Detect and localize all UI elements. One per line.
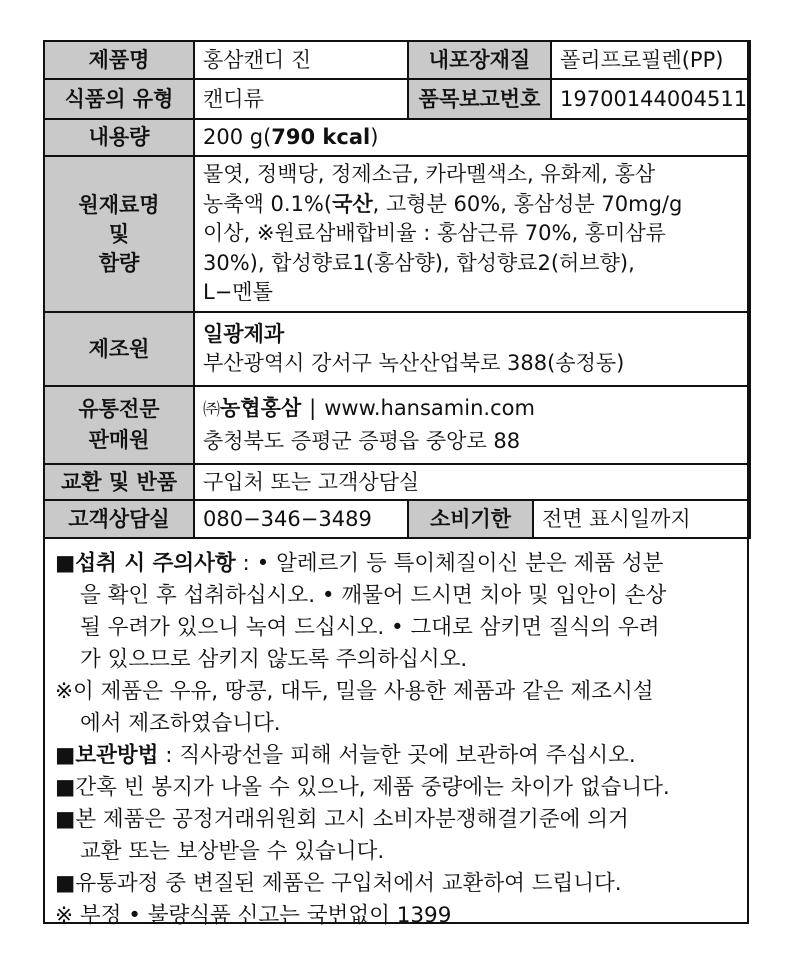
separator: |: [309, 396, 317, 420]
corporation-mark: ㈜: [203, 400, 220, 420]
precautions-title: 섭취 시 주의사항: [75, 551, 236, 576]
spoiled-line: [55, 868, 745, 900]
product-info-table: [43, 40, 751, 539]
ingredients-line: L−멘톨: [203, 280, 273, 305]
report-line: ※ 부정 • 불량식품 신고는 국번없이 1399: [55, 903, 452, 928]
allergy-line: [55, 676, 745, 708]
distributor-label-line: 판매원: [88, 428, 150, 452]
bullet-icon: ■: [55, 743, 76, 768]
distributor-label: [44, 386, 194, 464]
row-distributor: [44, 386, 750, 464]
manufacturer-label: 제조원: [44, 312, 194, 386]
empty-bag-line: [55, 772, 745, 804]
bullet-icon: ■: [55, 871, 76, 896]
ingredients-value: [194, 156, 750, 312]
row-manufacturer: [44, 312, 750, 386]
net-content-suffix: ): [370, 125, 379, 149]
ingredients-label-line: 함량: [98, 250, 140, 275]
precautions-text: : • 알레르기 등 특이체질이신 분은 제품 성분: [235, 551, 664, 576]
net-content-label: 내용량: [44, 119, 194, 156]
distributor-line: [203, 393, 741, 426]
ingredients-line: [203, 190, 741, 220]
precautions-line: 가 있으므로 삼키지 않도록 주의하십시오.: [80, 647, 468, 672]
bullet-icon: ■: [55, 775, 76, 800]
expiry-value: 전면 표시일까지: [533, 500, 750, 538]
product-name-label: 제품명: [44, 41, 194, 79]
ingredients-line: 이상, ※원료삼배합비율 : 홍삼근류 70%, 홍미삼류: [203, 221, 666, 246]
net-content-prefix: 200 g(: [203, 125, 272, 149]
manufacturer-value: [194, 312, 750, 386]
dispute-line: 교환 또는 보상받을 수 있습니다.: [80, 839, 385, 864]
food-type-value: 캔디류: [194, 79, 408, 119]
dispute-text: 본 제품은 공정거래위원회 고시 소비자분쟁해결기준에 의거: [75, 807, 629, 832]
ingredients-line: 물엿, 정백당, 정제소금, 카라멜색소, 유화제, 홍삼: [203, 162, 656, 187]
storage-line: [55, 740, 745, 772]
origin-korea: 국산: [332, 191, 373, 216]
report-number-value: 19700144004511: [551, 79, 750, 119]
row-food-type: [44, 79, 750, 119]
bullet-icon: ■: [55, 551, 76, 576]
allergy-text: 이 제품은 우유, 땅콩, 대두, 밀을 사용한 제품과 같은 제조시설: [73, 679, 654, 704]
row-product-name: [44, 41, 750, 79]
bullet-icon: ■: [55, 807, 76, 832]
exchange-value: 구입처 또는 고객상담실: [194, 464, 750, 500]
row-net-content: [44, 119, 750, 156]
empty-bag-text: 간혹 빈 봉지가 나올 수 있으나, 제품 중량에는 차이가 없습니다.: [75, 775, 670, 800]
distributor-url[interactable]: www.hansamin.com: [324, 396, 535, 420]
allergy-line: 에서 제조하였습니다.: [80, 711, 281, 736]
ingredients-line-pre: 농축액 0.1%(: [203, 191, 333, 216]
dispute-line: [55, 804, 745, 836]
net-content-kcal: 790 kcal: [271, 125, 371, 149]
precautions-line: 될 우려가 있으니 녹여 드십시오. • 그대로 삼키면 질식의 우려: [80, 615, 660, 640]
customer-service-label: 고객상담실: [44, 500, 194, 538]
notes-section: [55, 548, 745, 932]
storage-title: 보관방법: [75, 743, 159, 768]
spoiled-text: 유통과정 중 변질된 제품은 구입처에서 교환하여 드립니다.: [75, 871, 622, 896]
distributor-address: 충청북도 증평군 증평읍 중앙로 88: [203, 429, 521, 453]
customer-service-phone: 080−346−3489: [194, 500, 408, 538]
ingredients-label-line: 및: [108, 221, 130, 246]
reference-mark-icon: ※: [55, 679, 74, 704]
distributor-label-line: 유통전문: [78, 397, 160, 421]
net-content-value: [194, 119, 750, 156]
expiry-label: 소비기한: [408, 500, 533, 538]
report-number-label: 품목보고번호: [408, 79, 551, 119]
ingredients-label-line: 원재료명: [78, 192, 160, 217]
row-ingredients: [44, 156, 750, 312]
product-name-value: 홍삼캔디 진: [194, 41, 408, 79]
packaging-value: 폴리프로필렌(PP): [551, 41, 750, 79]
exchange-label: 교환 및 반품: [44, 464, 194, 500]
ingredients-line: 30%), 합성향료1(홍삼향), 합성향료2(허브향),: [203, 250, 635, 275]
packaging-label: 내포장재질: [408, 41, 551, 79]
ingredients-label: [44, 156, 194, 312]
row-exchange: [44, 464, 750, 500]
manufacturer-address: 부산광역시 강서구 녹산산업북로 388(송정동): [203, 351, 625, 375]
food-type-label: 식품의 유형: [44, 79, 194, 119]
manufacturer-name: 일광제과: [203, 322, 285, 346]
storage-text: : 직사광선을 피해 서늘한 곳에 보관하여 주십시오.: [158, 743, 636, 768]
row-customer-service: [44, 500, 750, 538]
distributor-value: [194, 386, 750, 464]
precautions-line: 을 확인 후 섭취하십시오. • 깨물어 드시면 치아 및 입안이 손상: [80, 583, 667, 608]
distributor-name: 농협홍삼: [220, 396, 302, 420]
precautions-line: [55, 548, 745, 580]
ingredients-line-post: , 고형분 60%, 홍삼성분 70mg/g: [372, 191, 683, 216]
